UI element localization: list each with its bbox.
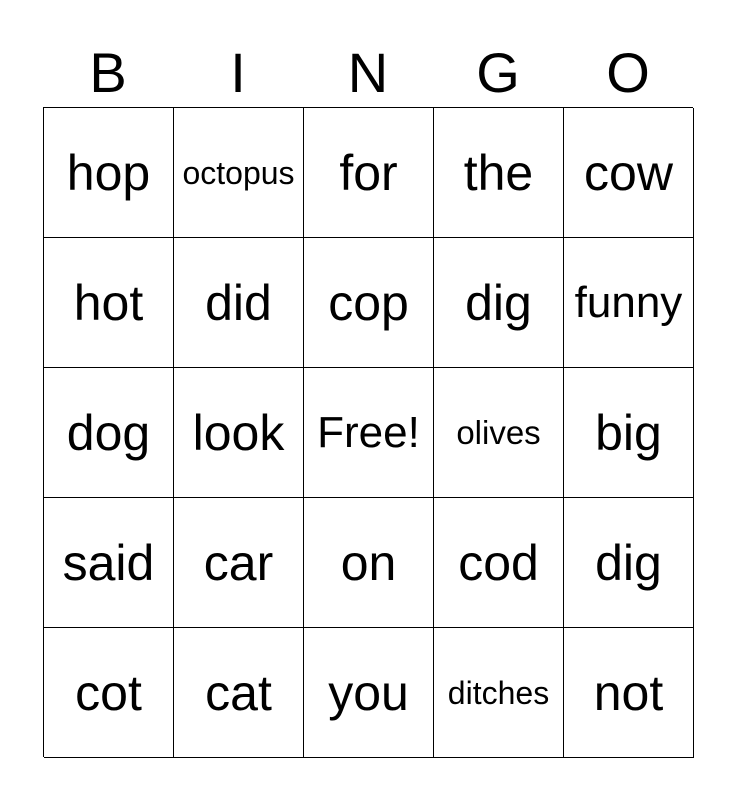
header-letter-g: G [476, 41, 520, 104]
bingo-cell[interactable]: look [174, 368, 304, 498]
header-letter-o: O [606, 41, 650, 104]
bingo-cell[interactable]: octopus [174, 108, 304, 238]
bingo-cell[interactable]: on [304, 498, 434, 628]
bingo-cell[interactable]: hot [44, 238, 174, 368]
bingo-cell[interactable]: cat [174, 628, 304, 758]
bingo-cell[interactable]: cot [44, 628, 174, 758]
bingo-cell[interactable]: did [174, 238, 304, 368]
bingo-cell[interactable]: hop [44, 108, 174, 238]
bingo-cell[interactable]: said [44, 498, 174, 628]
bingo-board [43, 107, 693, 757]
bingo-cell[interactable]: big [564, 368, 694, 498]
bingo-cell[interactable]: dig [564, 498, 694, 628]
bingo-cell[interactable]: cow [564, 108, 694, 238]
header-letter-n: N [347, 41, 389, 104]
header-letter-i: I [230, 41, 246, 104]
free-space-cell[interactable]: Free! [304, 368, 434, 498]
bingo-cell[interactable]: cop [304, 238, 434, 368]
bingo-cell[interactable]: olives [434, 368, 564, 498]
bingo-header [43, 40, 693, 106]
bingo-cell[interactable]: funny [564, 238, 694, 368]
bingo-cell[interactable]: ditches [434, 628, 564, 758]
bingo-cell[interactable]: car [174, 498, 304, 628]
bingo-cell[interactable]: dog [44, 368, 174, 498]
bingo-cell[interactable]: not [564, 628, 694, 758]
bingo-cell[interactable]: the [434, 108, 564, 238]
bingo-cell[interactable]: for [304, 108, 434, 238]
bingo-cell[interactable]: you [304, 628, 434, 758]
header-letter-b: B [89, 41, 127, 104]
bingo-cell[interactable]: dig [434, 238, 564, 368]
bingo-cell[interactable]: cod [434, 498, 564, 628]
